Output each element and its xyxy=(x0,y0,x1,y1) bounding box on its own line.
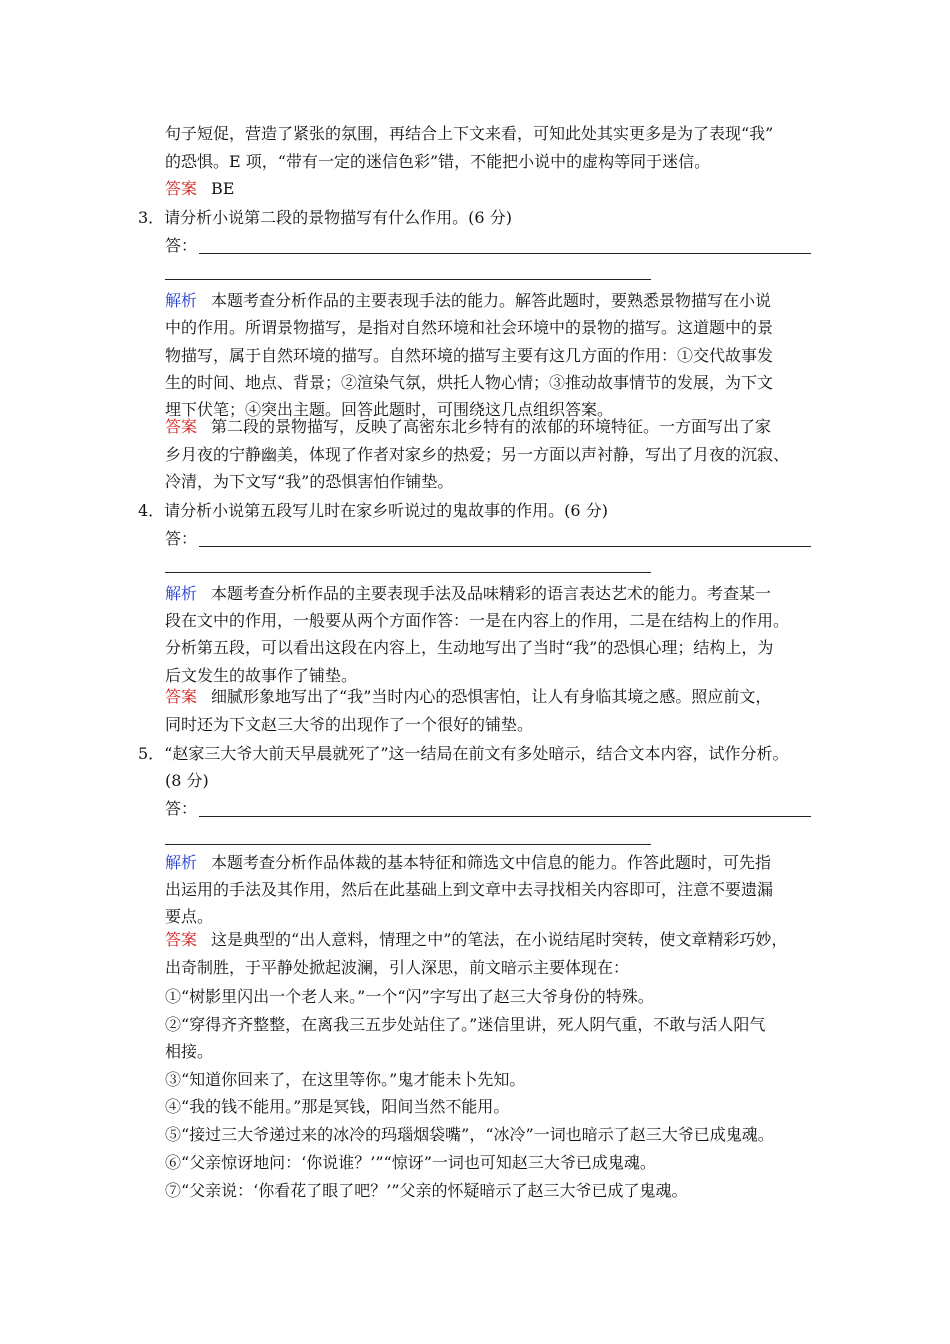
question-3: 3．请分析小说第二段的景物描写有什么作用。(6 分) xyxy=(138,208,512,227)
answer-underline xyxy=(165,279,651,280)
analysis-line: 后文发生的故事作了铺垫。 xyxy=(165,666,358,685)
analysis-label: 解析 xyxy=(165,584,198,603)
answer-underline xyxy=(199,816,695,817)
answer-field-5[interactable] xyxy=(165,798,811,820)
answer-field-3[interactable] xyxy=(165,235,811,257)
analysis-5: 解析 本题考查分析作品体裁的基本特征和筛选文中信息的能力。作答此题时，可先指 xyxy=(165,853,772,872)
answer-3: 答案 第二段的景物描写，反映了高密东北乡特有的浓郁的环境特征。一方面写出了家 xyxy=(165,417,772,436)
answer-item: ②“穿得齐齐整整，在离我三五步处站住了。”迷信里讲，死人阴气重，不敢与活人阳气 xyxy=(165,1015,766,1034)
answer-line: 乡月夜的宁静幽美，体现了作者对家乡的热爱；另一方面以声衬静，写出了月夜的沉寂、 xyxy=(165,445,790,464)
analysis-3: 解析 本题考查分析作品的主要表现手法的能力。解答此题时，要熟悉景物描写在小说 xyxy=(165,291,772,310)
answer-underline xyxy=(693,253,811,254)
answer-label: 答案 xyxy=(165,930,198,949)
answer-item: ④“我的钱不能用。”那是冥钱，阳间当然不能用。 xyxy=(165,1097,510,1116)
analysis-4: 解析 本题考查分析作品的主要表现手法及品味精彩的语言表达艺术的能力。考查某一 xyxy=(165,584,772,603)
answer-label: 答案 xyxy=(165,687,198,706)
question-4: 4．请分析小说第五段写儿时在家乡听说过的鬼故事的作用。(6 分) xyxy=(138,501,608,520)
answer-prompt: 答： xyxy=(165,529,198,548)
answer-underline xyxy=(199,253,695,254)
analysis-line: 埋下伏笔；④突出主题。回答此题时，可围绕这几点组织答案。 xyxy=(165,400,614,419)
answer-item: ③“知道你回来了，在这里等你。”鬼才能未卜先知。 xyxy=(165,1070,526,1089)
answer-item: ①“树影里闪出一个老人来。”一个“闪”字写出了赵三大爷身份的特殊。 xyxy=(165,987,654,1006)
analysis-line: 生的时间、地点、背景；②渲染气氛，烘托人物心情；③推动故事情节的发展，为下文 xyxy=(165,373,774,392)
answer-label: 答案 xyxy=(165,417,198,436)
analysis-line: 分析第五段，可以看出这段在内容上，生动地写出了当时“我”的恐惧心理；结构上，为 xyxy=(165,638,774,657)
answer-text: BE xyxy=(211,179,235,198)
answer-underline xyxy=(165,572,651,573)
answer-item: ⑥“父亲惊讶地问：‘你说谁？’”“惊讶”一词也可知赵三大爷已成鬼魂。 xyxy=(165,1153,656,1172)
answer-underline xyxy=(693,546,811,547)
question-5: 5．“赵家三大爷大前天早晨就死了”这一结局在前文有多处暗示，结合文本内容，试作分析。 xyxy=(138,744,789,763)
answer-field-4[interactable] xyxy=(165,528,811,550)
analysis-line: 中的作用。所谓景物描写，是指对自然环境和社会环境中的景物的描写。这道题中的景 xyxy=(165,318,774,337)
answer-prompt: 答： xyxy=(165,236,198,255)
continuation-line: 的恐惧。E 项，“带有一定的迷信色彩”错，不能把小说中的虚构等同于迷信。 xyxy=(165,152,711,171)
answer-line: 同时还为下文赵三大爷的出现作了一个很好的铺垫。 xyxy=(165,715,534,734)
previous-answer xyxy=(165,178,234,200)
analysis-line: 段在文中的作用，一般要从两个方面作答：一是在内容上的作用，二是在结构上的作用。 xyxy=(165,611,790,630)
answer-prompt: 答： xyxy=(165,799,198,818)
continuation-line: 句子短促，营造了紧张的氛围，再结合上下文来看，可知此处其实更多是为了表现“我” xyxy=(165,124,774,143)
question-5-points: (8 分) xyxy=(165,771,209,790)
answer-label: 答案 xyxy=(165,179,198,198)
answer-underline xyxy=(693,816,811,817)
answer-item: 相接。 xyxy=(165,1042,214,1061)
answer-underline xyxy=(165,844,651,845)
answer-line: 冷清，为下文写“我”的恐惧害怕作铺垫。 xyxy=(165,472,454,491)
answer-5: 答案 这是典型的“出人意料，情理之中”的笔法，在小说结尾时突转，使文章精彩巧妙， xyxy=(165,930,788,949)
answer-item: ⑤“接过三大爷递过来的冰冷的玛瑙烟袋嘴”，“冰冷”一词也暗示了赵三大爷已成鬼魂。 xyxy=(165,1125,774,1144)
analysis-line: 物描写，属于自然环境的描写。自然环境的描写主要有这几方面的作用：①交代故事发 xyxy=(165,346,774,365)
answer-4: 答案 细腻形象地写出了“我”当时内心的恐惧害怕，让人有身临其境之感。照应前文， xyxy=(165,687,772,706)
analysis-label: 解析 xyxy=(165,853,198,872)
analysis-line: 要点。 xyxy=(165,907,214,926)
answer-item: ⑦“父亲说：‘你看花了眼了吧？’”父亲的怀疑暗示了赵三大爷已成了鬼魂。 xyxy=(165,1181,688,1200)
answer-line: 出奇制胜，于平静处掀起波澜，引人深思，前文暗示主要体现在： xyxy=(165,958,630,977)
answer-underline xyxy=(199,546,695,547)
analysis-line: 出运用的手法及其作用，然后在此基础上到文章中去寻找相关内容即可，注意不要遗漏 xyxy=(165,880,774,899)
analysis-label: 解析 xyxy=(165,291,198,310)
